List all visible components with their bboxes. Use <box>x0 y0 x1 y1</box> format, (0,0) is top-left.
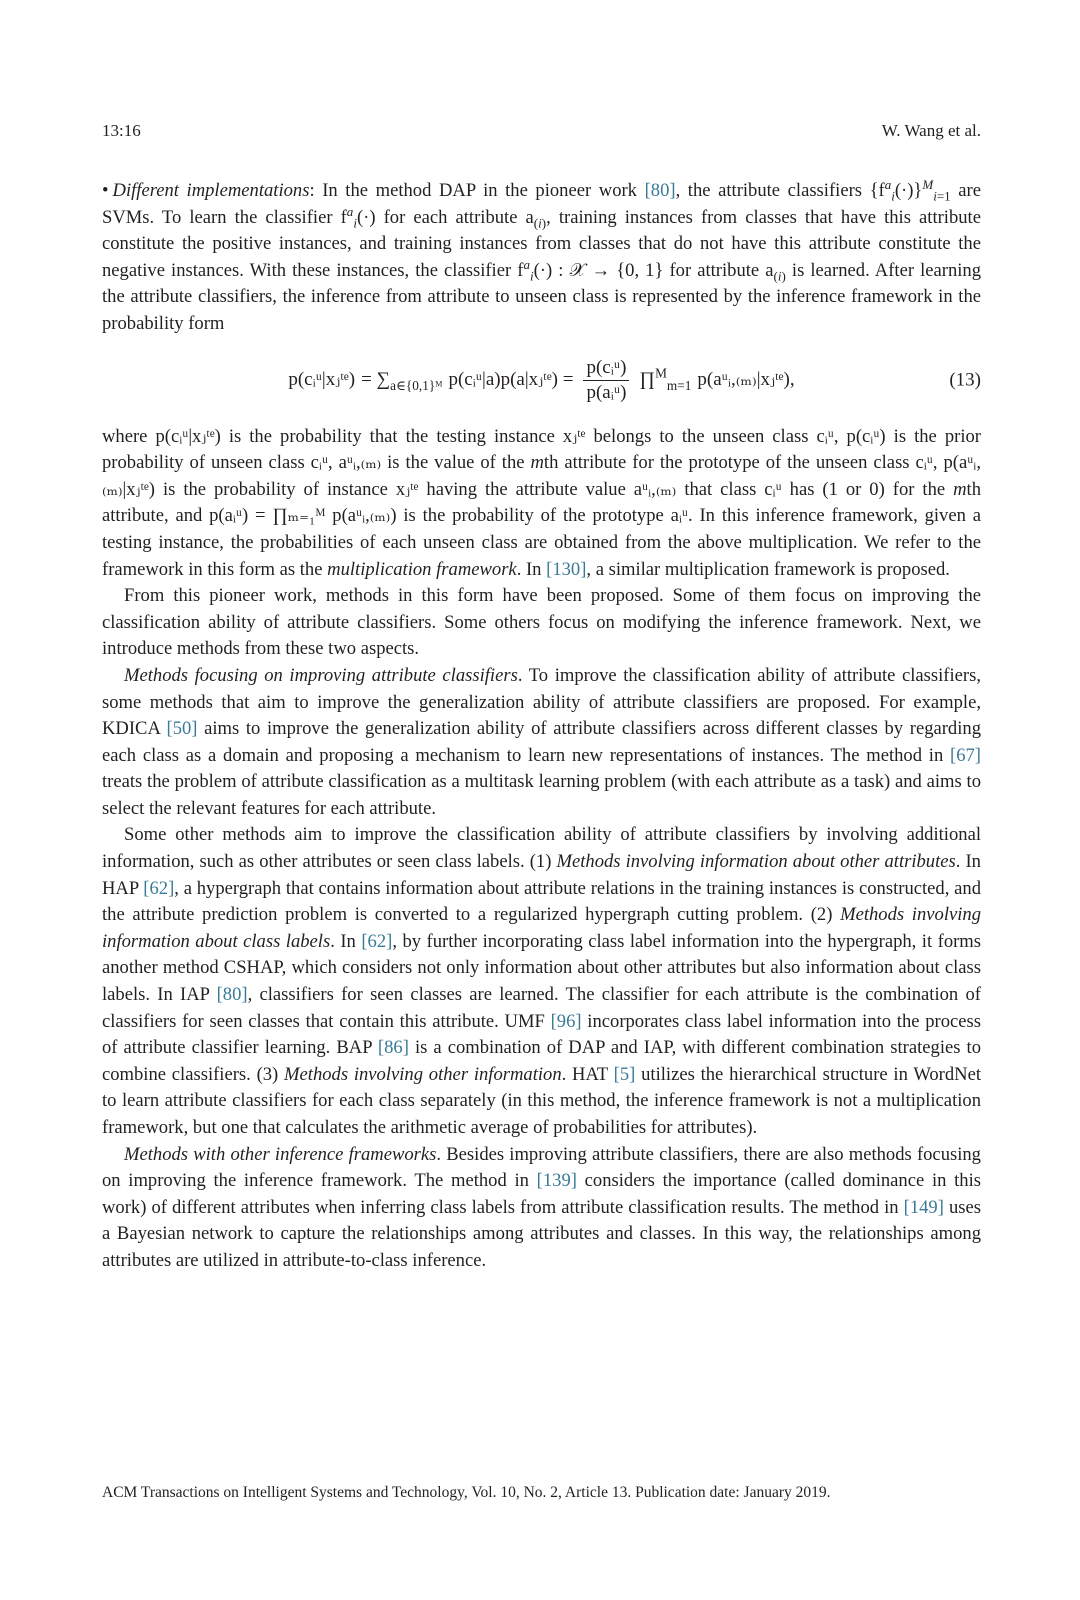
body-text-segment: , a similar multiplication framework is proposed. <box>586 558 950 580</box>
running-head <box>102 121 981 141</box>
italic-text: Methods involving other information <box>284 1063 562 1085</box>
journal-footer: ACM Transactions on Intelligent Systems and Technology, Vol. 10, No. 2, Article 13. Publication date: January 2019. <box>102 1484 831 1501</box>
running-authors: W. Wang et al. <box>881 121 981 140</box>
body-text-segment: . To improve the classification ability of attribute classifiers, some methods that aim to improve the generalization ability of attribute classifiers are proposed. For example, KDICA <box>102 664 981 740</box>
body-text-segment: considers the importance (called dominance in this work) of different attributes when inferring class labels from attribute classification results. The method in <box>102 1170 981 1218</box>
body-text-segment: th attribute for the prototype of the unseen class cᵢᵘ, p(aᵘᵢ,₍ₘ₎|xⱼᵗᵉ) is the probability of instance xⱼᵗᵉ having the attribute value aᵘᵢ,₍ₘ₎ that class cᵢᵘ has (1 or 0) for the <box>102 452 981 500</box>
equation-fraction: $\frac{\text{p(cᵢᵘ)}}{\text{p(aᵢᵘ)}}$ <box>583 357 629 404</box>
paragraph-pioneer <box>102 583 981 663</box>
lead-italic: Different implementations <box>112 180 310 201</box>
italic-text: Methods focusing on improving attribute classifiers <box>124 664 518 686</box>
italic-text: Methods involving information about other attributes <box>556 851 956 873</box>
equation-sum: = $\sum_{a\in\{0,1\}ᴹ}$ <box>361 369 443 394</box>
citation-link[interactable]: [62] <box>361 930 393 952</box>
citation-link[interactable]: [80] <box>644 180 676 201</box>
citation-link[interactable]: [5] <box>613 1063 636 1085</box>
body-text-segment: . In <box>330 930 362 952</box>
equation-tail: p(aᵘᵢ,₍ₘ₎|xⱼᵗᵉ), <box>697 369 795 391</box>
citation-link[interactable]: [86] <box>377 1037 409 1059</box>
equation-body <box>288 357 794 404</box>
italic-text: Methods involving information about class labels <box>102 904 981 952</box>
body-text-segment: . In <box>516 558 547 580</box>
body-text-segment: , classifiers for seen classes are learned. The classifier for each attribute is the combination of classifiers for seen classes that contain this attribute. UMF <box>102 984 981 1032</box>
body-text-segment: th attribute, and p(aᵢᵘ) = ∏ₘ₌₁ᴹ p(aᵘᵢ,₍ₘ₎) is the probability of the prototype aᵢᵘ. In this inference framework, given a testing instance, the probabilities of each unseen class are obtained from the above multiplication. We refer to the framework in this form as the <box>102 478 981 580</box>
italic-text: m <box>953 478 967 500</box>
body-text-segment: , a hypergraph that contains information about attribute relations in the training instances is constructed, and the attribute prediction problem is converted to a regularized hypergraph cutting problem. (2) <box>102 877 981 926</box>
citation-link[interactable]: [96] <box>550 1010 582 1032</box>
citation-link[interactable]: [139] <box>536 1170 577 1192</box>
body-text-segment: incorporates class label information into the process of attribute classifier learning. BAP <box>102 1010 982 1059</box>
body-text-segment: uses a Bayesian network to capture the relationships among attributes and classes. In this way, the relationships among attributes are utilized in attribute-to-class inference. <box>102 1196 981 1271</box>
citation-link[interactable]: [62] <box>143 877 175 899</box>
paragraph-where <box>102 424 981 584</box>
italic-text: multiplication framework <box>327 558 517 580</box>
body-text-segment: . Besides improving attribute classifiers, there are also methods focusing on improving the inference framework. The method in <box>102 1143 981 1192</box>
paragraph-other-inference <box>102 1142 981 1275</box>
italic-text: Methods with other inference frameworks <box>124 1143 437 1165</box>
citation-link[interactable]: [80] <box>216 984 248 1006</box>
body-text-segment: where p(cᵢᵘ|xⱼᵗᵉ) is the probability that the testing instance xⱼᵗᵉ belongs to the unseen class cᵢᵘ, p(cᵢᵘ) is the prior probability of unseen class cᵢᵘ, aᵘᵢ,₍ₘ₎ is the value of the <box>102 425 981 474</box>
italic-text: m <box>530 452 544 474</box>
equation-lhs: p(cᵢᵘ|xⱼᵗᵉ) <box>288 369 356 391</box>
citation-link[interactable]: [67] <box>950 744 981 766</box>
equation-13 <box>102 346 981 416</box>
equation-product: ∏$^M_{m=1}$ <box>639 365 692 394</box>
body-text-segment: . HAT <box>561 1063 614 1085</box>
body-text-segment: Some other methods aim to improve the classification ability of attribute classifiers by involving additional information, such as other attributes or seen class labels. (1) <box>102 824 981 873</box>
body-text-segment: From this pioneer work, methods in this form have been proposed. Some of them focus on improving the classification ability of attribute classifiers. Some others focus on modifying the inference framework. Next, we introduce methods from these two aspects. <box>102 585 981 660</box>
equation-middle: p(cᵢᵘ|a)p(a|xⱼᵗᵉ) = <box>448 369 574 391</box>
bullet-icon: • <box>102 180 109 201</box>
citation-link[interactable]: [149] <box>903 1196 944 1218</box>
body-text-segment: is a combination of DAP and IAP, with different combination strategies to combine classifiers. (3) <box>102 1037 981 1085</box>
body-text-segment: utilizes the hierarchical structure in WordNet to learn attribute classifiers for each class separately (in this method, the inference framework is not a multiplication framework, but one that calculates the arithmetic average of probabilities for attributes). <box>102 1063 982 1138</box>
body-text <box>102 178 981 1275</box>
equation-number: (13) <box>949 369 981 391</box>
bullet-paragraph-different-implementations: • Different implementations: In the method DAP in the pioneer work [80], the attribute classifiers $\{f^a_i(\cdot)\}^M_{i=1}$ are SVMs. To learn the classifier $f^a_i(\cdot)$ for each attribute $a_{(i)}$, training instances from classes that have this attribute constitute the positive instances, and training instances from classes that do not have this attribute constitute the negative instances. With these instances, the classifier $f^a_i(\cdot)$ : 𝒳 → {0, 1} for attribute $a_{(i)}$ is learned. After learning the attribute classifiers, the inference from attribute to unseen class is represented by the inference framework in the probability form <box>102 176 982 334</box>
paragraph-list <box>102 424 981 1275</box>
paragraph-other-methods <box>102 822 981 1141</box>
citation-link[interactable]: [50] <box>166 718 198 740</box>
paragraph-improving <box>102 663 981 823</box>
body-text-segment: , by further incorporating class label information into the hypergraph, it forms another method CSHAP, which considers not only information about other attributes but also information about class labels. In IAP <box>102 930 982 1006</box>
body-text-segment: aims to improve the generalization ability of attribute classifiers across different classes by regarding each class as a domain and proposing a mechanism to learn new representations of instances. The method in <box>102 718 981 766</box>
body-text-segment: . In HAP <box>102 851 981 899</box>
citation-link[interactable]: [130] <box>546 558 587 580</box>
body-text-segment: treats the problem of attribute classification as a multitask learning problem (with each attribute as a task) and aims to select the relevant features for each attribute. <box>102 771 981 819</box>
page-number: 13:16 <box>102 121 141 140</box>
